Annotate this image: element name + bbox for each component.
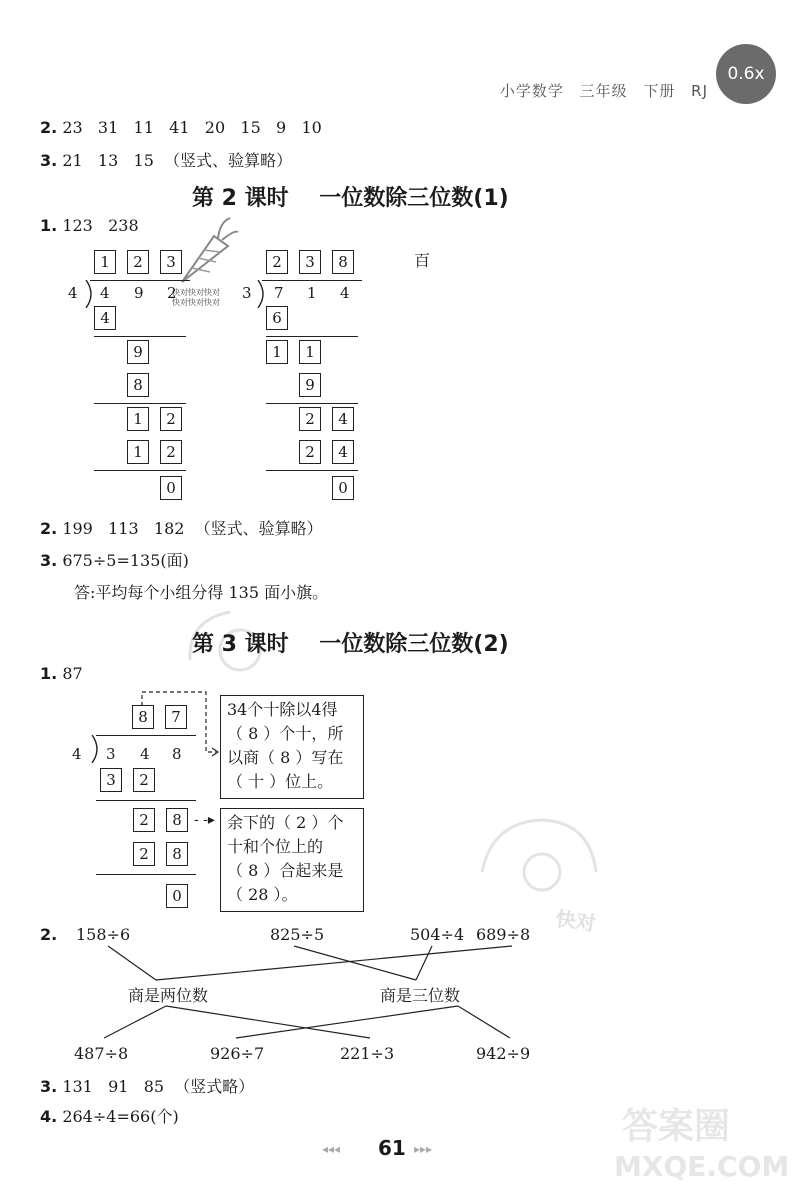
- remainder: 0: [166, 884, 188, 908]
- zoom-badge[interactable]: 0.6x: [716, 44, 776, 104]
- step-digit: 6: [266, 306, 288, 330]
- step-digit: 8: [166, 808, 188, 832]
- remainder: 0: [160, 476, 182, 500]
- quotient-digit: 2: [266, 250, 288, 274]
- step-digit: 4: [94, 306, 116, 330]
- step-digit: 1: [127, 440, 149, 464]
- quotient-digit: 8: [132, 705, 154, 729]
- divisor: 3: [242, 284, 252, 302]
- quotient-digit: 1: [94, 250, 116, 274]
- question-number: 2.: [40, 925, 58, 944]
- expression: 926÷7: [210, 1044, 265, 1063]
- quotient-digit: 2: [127, 250, 149, 274]
- dividend-digit: 9: [134, 284, 144, 302]
- watermark-site: MXQE.COM: [614, 1150, 790, 1183]
- lesson-title: 第 2 课时 一位数除三位数(1): [192, 186, 509, 211]
- explanation-box: 34个十除以4得 （ 8 ）个十，所 以商（ 8 ）写在 （ 十 ）位上。: [220, 695, 364, 799]
- step-digit: 2: [160, 440, 182, 464]
- prev-arrows-icon[interactable]: ◂◂◂: [322, 1142, 341, 1156]
- answer-sentence: 答:平均每个小组分得 135 面小旗。: [74, 583, 329, 602]
- answer-line: 3. 675÷5=135(面): [40, 551, 189, 570]
- dividend-digit: 8: [172, 745, 182, 763]
- step-digit: 2: [133, 768, 155, 792]
- expression: 825÷5: [270, 925, 325, 944]
- page-number: 61: [378, 1136, 406, 1160]
- step-digit: 2: [299, 440, 321, 464]
- step-digit: 2: [133, 842, 155, 866]
- next-arrows-icon[interactable]: ▸▸▸: [414, 1142, 433, 1156]
- expression: 689÷8: [476, 925, 531, 944]
- explanation-box: 余下的（ 2 ）个 十和个位上的 （ 8 ）合起来是 （ 28 ）。: [220, 808, 364, 912]
- dividend-digit: 4: [340, 284, 350, 302]
- answer-line: 2. 23 31 11 41 20 15 9 10: [40, 118, 322, 137]
- expression: 221÷3: [340, 1044, 395, 1063]
- step-digit: 3: [100, 768, 122, 792]
- lesson-title: 第 3 课时 一位数除三位数(2): [192, 632, 509, 657]
- quotient-digit: 3: [160, 250, 182, 274]
- dividend-digit: 4: [100, 284, 110, 302]
- step-digit: 2: [160, 407, 182, 431]
- answer-line: 1. 87: [40, 664, 83, 683]
- watermark-text: 快对: [554, 906, 598, 936]
- quotient-digit: 8: [332, 250, 354, 274]
- divisor: 4: [72, 745, 82, 763]
- step-digit: 9: [127, 340, 149, 364]
- step-digit: 2: [133, 808, 155, 832]
- answer-line: 4. 264÷4=66(个): [40, 1107, 179, 1126]
- dividend-digit: 2: [167, 284, 177, 302]
- quotient-digit: 3: [299, 250, 321, 274]
- step-digit: 8: [166, 842, 188, 866]
- dividend-digit: 1: [307, 284, 317, 302]
- dividend-digit: 3: [106, 745, 116, 763]
- step-digit: 1: [266, 340, 288, 364]
- step-digit: 2: [299, 407, 321, 431]
- step-digit: 8: [127, 373, 149, 397]
- remainder: 0: [332, 476, 354, 500]
- answer-line: 3. 131 91 85 （竖式略）: [40, 1077, 255, 1096]
- expression: 942÷9: [476, 1044, 531, 1063]
- expression: 158÷6: [76, 925, 131, 944]
- dividend-digit: 7: [274, 284, 284, 302]
- step-digit: 1: [127, 407, 149, 431]
- kuaidui-stamp: 快对快对快对 快对快对快对: [172, 288, 220, 307]
- watermark-logo: 答案圈: [622, 1106, 731, 1147]
- answer-line: 3. 21 13 15 （竖式、验算略）: [40, 151, 293, 170]
- expression: 487÷8: [74, 1044, 129, 1063]
- step-digit: 4: [332, 407, 354, 431]
- bai-label: 百: [414, 251, 431, 270]
- watermark-stamp-icon: [472, 812, 602, 972]
- page-header: 小学数学 三年级 下册 RJ: [499, 82, 708, 100]
- answer-line: 1. 123 238: [40, 216, 139, 235]
- divisor: 4: [68, 284, 78, 302]
- expression: 504÷4: [410, 925, 465, 944]
- step-digit: 4: [332, 440, 354, 464]
- dividend-digit: 4: [140, 745, 150, 763]
- step-digit: 9: [299, 373, 321, 397]
- step-digit: 1: [299, 340, 321, 364]
- answer-line: 2. 199 113 182 （竖式、验算略）: [40, 519, 323, 538]
- category-label: 商是三位数: [380, 986, 461, 1005]
- quotient-digit: 7: [165, 705, 187, 729]
- category-label: 商是两位数: [128, 986, 209, 1005]
